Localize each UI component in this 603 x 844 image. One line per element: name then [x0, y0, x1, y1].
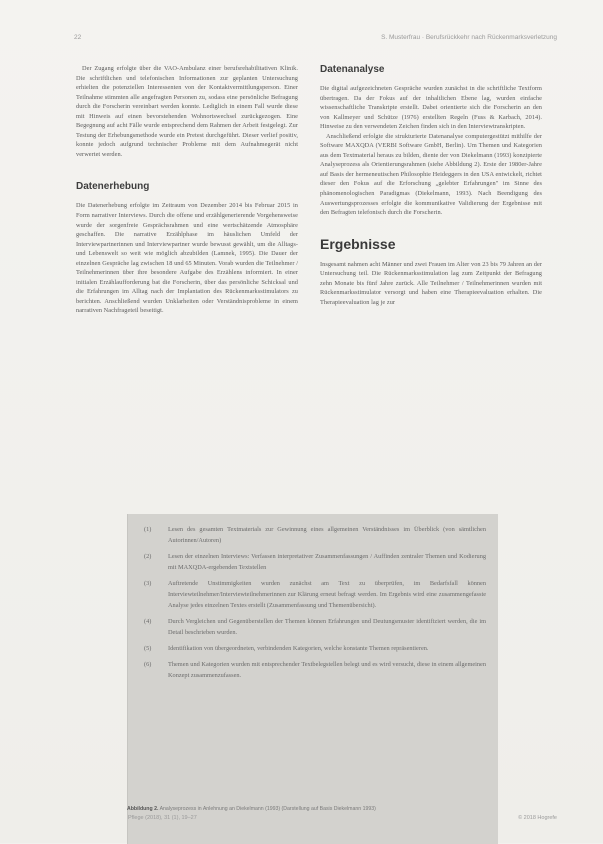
step-number: (6) [144, 661, 152, 668]
intro-paragraph: Der Zugang erfolgte über die VAO-Ambulanz einer berufsrehabilitativen Klinik. Die schriftlichen und telefonischen Informationen zur geplanten Untersuchung erhielten die potenziellen Interessenten von der Kontaktvermittlungsperson. Einer Teilnahme stimmten alle angefragten Personen zu, sodass eine persönliche Befragung durch die Forscherin vereinbart werden konnte. Lediglich in einem Fall wurde diese mit Hinweis auf einen bevorstehenden Wohnortswechsel zurückgezogen. Eine Begegnung auf acht Fälle wurde entsprechend dem Rahmen der Arbeit festgelegt. Zur Testung der Erhebungsmethode wurde ein Pretest durchgeführt. Dieser verlief positiv, konnte jedoch aufgrund technischer Probleme mit dem Aufnahmegerät nicht verwertet werden. [76, 65, 298, 158]
page-footer [128, 815, 557, 825]
step-text: Themen und Kategorien wurden mit entsprechender Textbelegstellen belegt und es wird versucht, diese in einem allgemeinen Konzept zusammenzufassen. [168, 661, 486, 679]
analysis-step [144, 578, 486, 611]
section-heading-datenerhebung: Datenerhebung [76, 181, 150, 193]
section-heading-ergebnisse: Ergebnisse [320, 235, 396, 252]
footer-citation: Pflege (2018), 31 (1), 19–27 [128, 815, 197, 821]
right-column [320, 64, 542, 307]
datenanalyse-paragraph-2: Anschließend erfolgte die strukturierte Datenanalyse computergestützt mithilfe der Software MAXQDA (VERBI Software GmbH, Berlin). Um Themen und Kategorien aus dem Textmaterial heraus zu bilden, diente der von Diekelmann (1993) konzipierte Analyseprozess als Orientierungsrahmen (siehe Abbildung 2). Erste der 1980er-Jahre auf Basis der hermeneutischen Philosophie Heideggers in den USA entwickelt, richtet dieser den Fokus auf die Erforschung „gelebter Erfahrungen" im Sinne des phänomenologischen Paradigmas (Diekelmann, 1993). Nach Beendigung des Auswertungsprozesses erfolgte die kommunikative Validierung der Ergebnisse mit den Befragten telefonisch durch die Forscherin. [320, 132, 542, 217]
step-text: Lesen des gesamten Textmaterials zur Gewinnung eines allgemeinen Verständnisses im Überblick (von sämtlichen Autorinnen/Autoren) [168, 526, 486, 544]
step-text: Auftretende Unstimmigkeiten wurden zunächst am Text zu überprüfen, im Bedarfsfall können Interviewteilnehmer/Interviewteilnehmerinnen zur Klärung erneut befragt werden. Im Ergebnis wird eine zusammengefasste Analyse jedes einzelnen Textes erstellt (Zusammenfassung und Themenübersicht). [168, 580, 486, 609]
datenerhebung-paragraph: Die Datenerhebung erfolgte im Zeitraum von Dezember 2014 bis Februar 2015 in Form narrativer Interviews. Durch die offene und erzählgenerierende Vorgehensweise wurde der sorgenfreie Gesprächsrahmen und eine wertschätzende Atmosphäre geschaffen. Die narrative Erzählphase im häuslichen Umfeld der Interviewpartnerinnen und Interviewpartner wurde bewusst gewählt, um die Alltags- und Lebenswelt so weit wie möglich abzubilden (Lamnek, 1995). Die Dauer der einzelnen Gespräche lag zwischen 18 und 65 Minuten. Vorab wurden die Teilnehmer / Teilnehmerinnen über ihre besondere Aufgabe des Erzählens informiert. In einer initialen Erzählaufforderung bat die Forscherin, über das persönliche Schicksal und die Erfahrungen im Alltag nach der Implantation des Rückenmarksstimulators zu berichten. Anschließend wurden Unklarheiten oder Verständnisprobleme in einem narrativen Nachfrageteil beseitigt. [76, 202, 298, 315]
running-head [74, 34, 557, 46]
page-number: 22 [74, 34, 82, 41]
figure-caption [127, 806, 497, 812]
figure-analysis-process [127, 514, 498, 844]
section-heading-datenanalyse: Datenanalyse [320, 64, 385, 75]
step-number: (5) [144, 645, 152, 652]
step-text: Durch Vergleichen und Gegenüberstellen der Themen können Erfahrungen und Deutungsmuster identifiziert werden, die im Detail beschrieben wurden. [168, 618, 486, 636]
left-column [76, 64, 298, 316]
analysis-step [144, 524, 486, 546]
running-head-title: S. Musterfrau · Berufsrückkehr nach Rückenmarksverletzung [381, 34, 557, 41]
analysis-step [144, 643, 486, 654]
step-number: (4) [144, 618, 152, 625]
step-number: (3) [144, 580, 152, 587]
analysis-step [144, 616, 486, 638]
step-text: Identifikation von übergeordneten, verbindenden Kategorien, welche konstante Themen repräsentieren. [168, 645, 429, 652]
step-number: (1) [144, 526, 152, 533]
footer-copyright: © 2018 Hogrefe [518, 815, 557, 821]
datenanalyse-paragraph-1: Die digital aufgezeichneten Gespräche wurden zunächst in die schriftliche Textform übertragen. Da der Fokus auf der inhaltlichen Ebene lag, wurden einfache wissenschaftliche Transkripte erstellt. Dabei orientierte sich die Forscherin an den von Kallmeyer und Schütze (1976) erstellten Regeln (Fuss & Karbach, 2014). Hinweise zu den verwendeten Zeichen finden sich in den Interviewtranskripten. [320, 85, 542, 131]
figure-caption-text: Analyseprozess in Anlehnung an Diekelmann (1993) (Darstellung auf Basis Diekelmann 1993) [159, 806, 376, 812]
analysis-steps-list [144, 524, 486, 686]
analysis-step [144, 659, 486, 681]
step-text: Lesen der einzelnen Interviews: Verfassen interpretativer Zusammenfassungen / Auffinden zentraler Themen und Kodierung mit MAXQDA-ergebenden Textstellen [168, 553, 486, 571]
figure-caption-label: Abbildung 2. [127, 806, 159, 812]
ergebnisse-paragraph: Insgesamt nahmen acht Männer und zwei Frauen im Alter von 23 bis 79 Jahren an der Untersuchung teil. Die Rückenmarksstimulation lag zum Zeitpunkt der Befragung zehn Monate bis fünf Jahre zurück. Alle Teilnehmer / Teilnehmerinnen wurden mit Rückenmarksstimulator versorgt und haben eine Therapieevaluation erhalten. Die Therapieevaluation lag je zur [320, 260, 542, 306]
analysis-step [144, 551, 486, 573]
step-number: (2) [144, 553, 152, 560]
